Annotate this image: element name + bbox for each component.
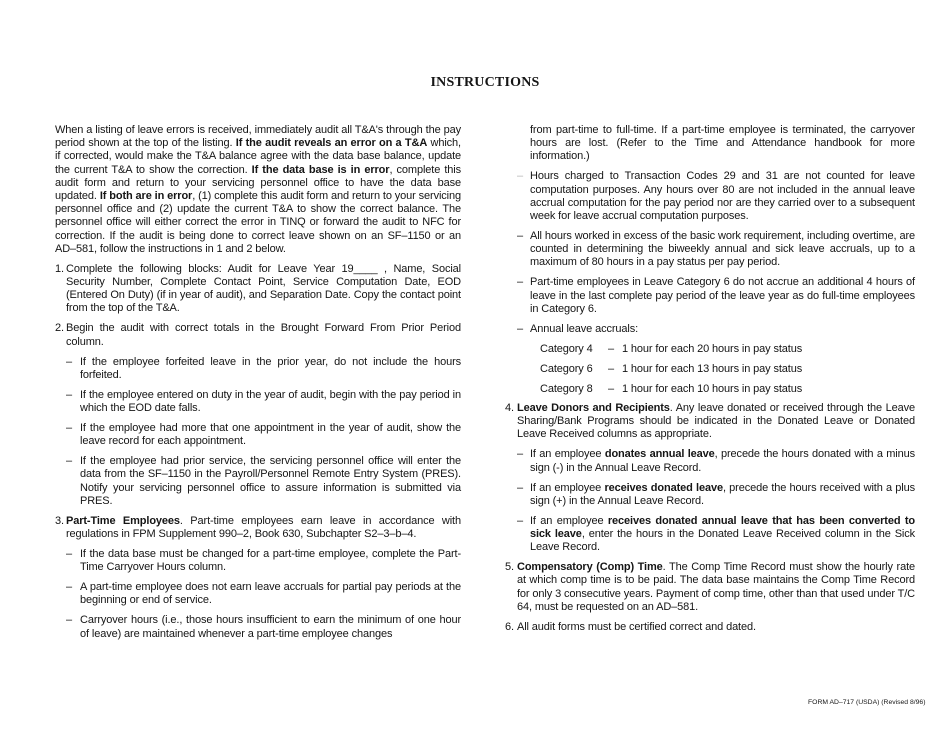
item-number: 4.	[505, 402, 514, 415]
intro-bold-database-error: If the data base is in error	[251, 163, 390, 176]
intro-text: , (1) complete this audit form and return to your servicing personnel office and (2) update the current T&A to show the correct balance. The personnel office will either correct the error in TINQ or forward the audit to NFC for correction. If the audit is being done to correct leave shown on an SF–1150 or an AD–581, follow the instructions in 1 and 2 below.	[55, 190, 461, 255]
instruction-item-2	[55, 322, 461, 508]
bullet-text-run: , enter the hours in the Donated Leave Received column in the Sick Leave Record.	[530, 528, 915, 554]
intro-text: which, if corrected, would make the T&A balance agree with the data base balance, update the current T&A to show the correction.	[55, 137, 461, 176]
bullet-dash: –	[66, 614, 72, 627]
part-time-bullets	[517, 170, 915, 336]
item-body	[66, 263, 461, 316]
bullet-dash: –	[66, 581, 72, 594]
accrual-rate: 1 hour for each 20 hours in pay status	[622, 343, 803, 356]
bullet-text: If the employee entered on duty in the year of audit, begin with the pay period in which the EOD date falls.	[80, 388, 461, 415]
bullet-dash: –	[66, 355, 72, 368]
item-body	[517, 621, 915, 634]
accrual-category: Category 6	[540, 363, 593, 376]
bullet-item	[66, 422, 461, 448]
item-number: 5.	[505, 561, 514, 574]
bullet-item	[517, 323, 915, 336]
bullet-dash: –	[517, 230, 523, 243]
bullet-text-run: If an employee	[530, 481, 605, 494]
right-column	[505, 124, 915, 641]
intro-bold-both-error: If both are in error	[99, 190, 193, 203]
item-text: All audit forms must be certified correct and dated.	[517, 620, 756, 633]
bullet-bold: donates annual leave	[604, 448, 715, 461]
accrual-dash: –	[608, 343, 614, 356]
instruction-item-4	[505, 402, 915, 554]
bullet-dash: –	[66, 388, 72, 401]
accrual-row	[540, 339, 915, 359]
intro-paragraph	[55, 124, 461, 256]
accrual-rate: 1 hour for each 13 hours in pay status	[622, 363, 803, 376]
accrual-row	[540, 359, 915, 379]
accrual-dash: –	[608, 383, 614, 396]
bullet-item	[517, 482, 915, 508]
bullet-dash: –	[517, 448, 523, 461]
continued-bullet-text: from part-time to full-time. If a part-time employee is terminated, the carryover hours are lost. (Refer to the Time and Attendance handbook for more information.)	[530, 124, 915, 163]
bullet-text: If the employee had more that one appointment in the year of audit, show the leave record for each appointment.	[80, 422, 461, 448]
bullet-text: All hours worked in excess of the basic work requirement, including overtime, are counted in determining the biweekly annual and sick leave accruals, up to a maximum of 80 hours in a pay status per pay period.	[530, 230, 915, 269]
item-number: 1.	[55, 262, 64, 275]
bullet-bold: receives donated annual leave that has been converted to sick leave	[530, 514, 915, 541]
bullet-item	[66, 614, 461, 640]
bullet-text: Hours charged to Transaction Codes 29 and 31 are not counted for leave computation purposes. Any hours over 80 are not included in the annual leave accrual computation for the pay period nor are they carried over to a subsequent week for leave accrual computation purposes.	[530, 170, 915, 223]
bullet-text: If the employee forfeited leave in the prior year, do not include the hours forfeited.	[80, 355, 461, 381]
page-title: INSTRUCTIONS	[430, 75, 540, 90]
item-body	[517, 561, 915, 614]
bullet-dash: –	[517, 276, 523, 289]
accrual-dash: –	[608, 363, 614, 376]
item-text	[517, 402, 915, 442]
bullet-text: If the data base must be changed for a part-time employee, complete the Part-Time Carryover Hours column.	[80, 548, 461, 574]
bullet-text	[530, 515, 915, 555]
accrual-row	[540, 379, 915, 399]
bullet-dash: –	[517, 322, 523, 335]
bullet-text-run: , precede the hours donated with a minus sign (-) in the Annual Leave Record.	[530, 448, 915, 474]
instruction-item-3	[55, 515, 461, 641]
accrual-category: Category 8	[540, 383, 593, 396]
bullet-text	[530, 482, 915, 508]
bullet-item	[66, 581, 461, 607]
item-text-run: . Any leave donated or received through the Leave Sharing/Bank Programs should be indicated in the Donated Leave or Donated Leave Received columns as appropriate.	[517, 402, 915, 441]
intro-bold-audit-error: If the audit reveals an error on a T&A	[235, 137, 428, 150]
intro-text: , complete this audit form and return to your servicing personnel office to have the data base updated.	[55, 163, 461, 203]
bullet-text: Part-time employees in Leave Category 6 do not accrue an additional 4 hours of leave in the last complete pay period of the leave year as do full-time employees in Category 6.	[530, 276, 915, 315]
bullet-dash: –	[66, 455, 72, 468]
bullet-bold: receives donated leave	[604, 481, 723, 494]
bullet-item	[517, 230, 915, 270]
bullet-item	[66, 548, 461, 574]
bullet-text: A part-time employee does not earn leave accruals for partial pay periods at the beginning or end of service.	[80, 581, 461, 607]
instruction-item-6	[505, 621, 915, 634]
item-text: Begin the audit with correct totals in the Brought Forward From Prior Period column.	[66, 322, 461, 348]
instruction-item-1	[55, 263, 461, 316]
bullet-dash: –	[517, 170, 523, 183]
bullet-dash: –	[517, 514, 523, 527]
accrual-category: Category 4	[540, 343, 593, 356]
bullet-text-run: If an employee	[530, 514, 608, 527]
bullet-text: Carryover hours (i.e., those hours insufficient to earn the minimum of one hour of leave) are maintained whenever a part-time employee changes	[80, 614, 461, 640]
item-text	[66, 515, 461, 541]
item-body	[517, 402, 915, 554]
bullet-item	[66, 356, 461, 382]
item-text: Complete the following blocks: Audit for Leave Year 19____ , Name, Social Security Number, Complete Contact Point, Service Computation Date, EOD (Entered On Duty) (if in year of audit), and Separation Date. Copy the contact point from the top of the T&A.	[66, 262, 461, 315]
bullet-item	[517, 276, 915, 316]
item-heading: Compensatory (Comp) Time	[517, 561, 663, 574]
accrual-rate: 1 hour for each 10 hours in pay status	[622, 383, 803, 396]
bullet-item	[517, 448, 915, 474]
item-body	[66, 515, 461, 641]
bullet-dash: –	[66, 422, 72, 435]
bullet-text	[530, 448, 915, 474]
instruction-item-5	[505, 561, 915, 614]
bullet-item	[66, 389, 461, 415]
item-text	[517, 561, 915, 614]
form-number-footer: FORM AD–717 (USDA) (Revised 8/96)	[808, 699, 926, 706]
item-number: 6.	[505, 620, 514, 633]
bullet-text-run: , precede the hours received with a plus sign (+) in the Annual Leave Record.	[530, 481, 915, 507]
intro-text: When a listing of leave errors is received, immediately audit all T&A's through the pay period shown at the top of the listing.	[55, 124, 461, 150]
bullet-dash: –	[66, 548, 72, 561]
bullet-text: Annual leave accruals:	[530, 322, 639, 335]
item-text-run: . The Comp Time Record must show the hourly rate at which comp time is to be paid. The data base maintains the Comp Time Record for only 3 consecutive years. Payment of comp time, other than that used under T/C 64, must be requested on an AD–581.	[517, 561, 916, 613]
bullet-item	[517, 170, 915, 223]
item-heading: Leave Donors and Recipients	[517, 402, 670, 415]
bullet-text-run: If an employee	[530, 448, 605, 461]
item-body	[66, 322, 461, 508]
item-number: 2.	[55, 322, 64, 335]
item-heading: Part-Time Employees	[66, 514, 180, 527]
bullet-item	[66, 455, 461, 508]
bullet-dash: –	[517, 481, 523, 494]
item-number: 3.	[55, 514, 64, 527]
accrual-table	[540, 339, 915, 399]
bullet-item	[517, 515, 915, 555]
left-column	[55, 124, 461, 648]
bullet-text: If the employee had prior service, the servicing personnel office will enter the data from the SF–1150 in the Payroll/Personnel Remote Entry System (PRES). Notify your servicing personnel office to assure information is submitted via PRES.	[80, 455, 461, 507]
item-text-run: . Part-time employees earn leave in accordance with regulations in FPM Supplement 990–2, Book 630, Subchapter S2–3–b–4.	[66, 514, 461, 541]
